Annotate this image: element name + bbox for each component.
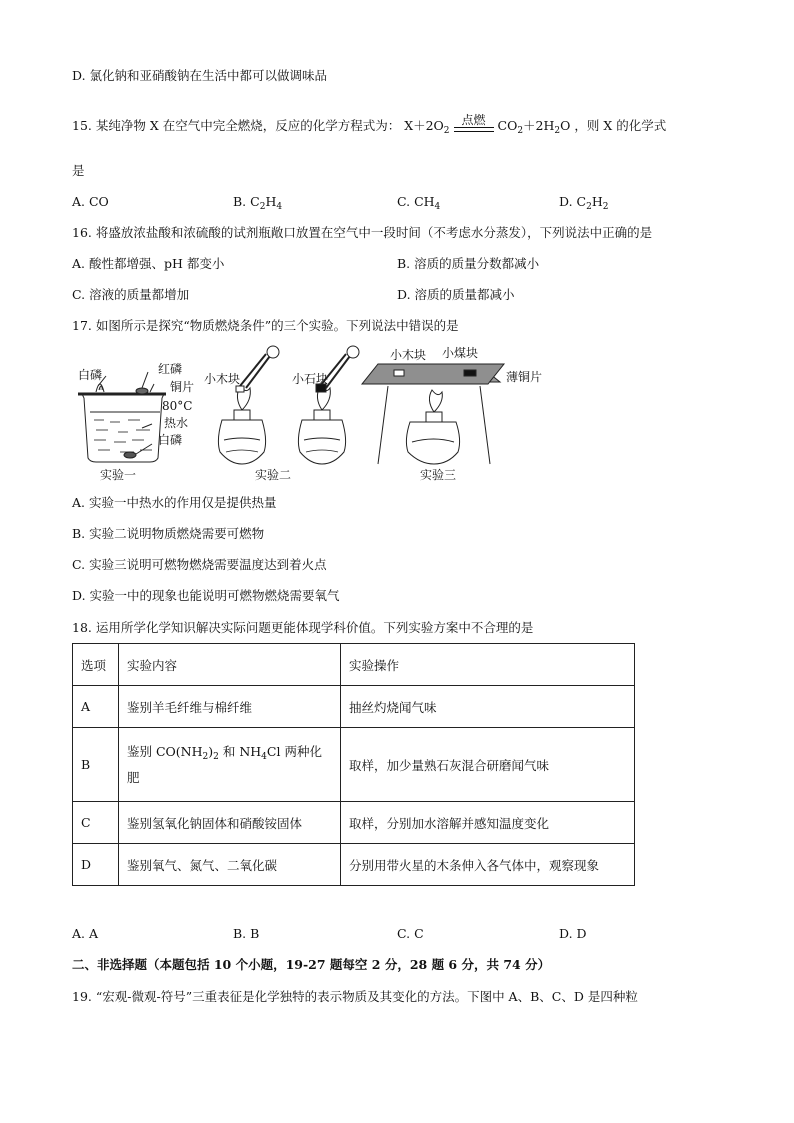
q15-option-a: A. CO: [72, 194, 109, 209]
q14-option-d: D. 氯化钠和亚硝酸钠在生活中都可以做调味品: [72, 68, 328, 83]
q17-option-d: D. 实验一中的现象也能说明可燃物燃烧需要氧气: [72, 588, 340, 603]
section-2-title: 二、非选择题（本题包括 10 个小题，19-27 题每空 2 分，28 题 6 分，共 74 分）: [72, 957, 551, 972]
experiment-1-beaker: [78, 372, 166, 462]
header-content: 实验内容: [119, 644, 341, 686]
exp1-caption: 实验一: [100, 468, 137, 482]
q16-option-b: B. 溶质的质量分数都减小: [397, 256, 540, 271]
content-post: Cl 两种化: [266, 743, 322, 759]
q18-stem: 18. 运用所学化学知识解决实际问题更能体现学科价值。下列实验方案中不合理的是: [72, 620, 534, 635]
exp2-caption: 实验二: [255, 468, 292, 482]
exp1-label-white-phosphorus-bottom: 白磷: [158, 433, 183, 447]
experiment-illustration: [70, 340, 530, 485]
q15-option-d: [559, 193, 608, 211]
opt-b-pre: B. C: [233, 194, 260, 209]
exp3-label-coal: 小煤块: [442, 346, 479, 360]
eq-right-3: O: [560, 118, 571, 133]
content-sub3: 4: [261, 751, 267, 762]
q16-option-a: A. 酸性都增强、pH 都变小: [72, 256, 225, 271]
row-content: 鉴别氢氧化钠固体和硝酸铵固体: [119, 802, 341, 844]
content-line2: 肥: [127, 769, 140, 785]
table-row: [73, 802, 635, 844]
row-operation: 取样，加少量熟石灰混合研磨闻气味: [341, 728, 635, 802]
content-sub1: 2: [202, 751, 209, 762]
q17-stem: 17. 如图所示是探究“物质燃烧条件”的三个实验。下列说法中错误的是: [72, 318, 459, 333]
q15-stem-cont: 是: [72, 163, 85, 178]
q15-stem-before: 15. 某纯净物 X 在空气中完全燃烧，反应的化学方程式为：: [72, 118, 401, 133]
equal-bars: [454, 127, 494, 132]
exp2-label-wood: 小木块: [204, 372, 241, 386]
opt-b-mid: H: [265, 194, 277, 209]
row-operation: 取样，分别加水溶解并感知温度变化: [341, 802, 635, 844]
content-mid: ): [208, 743, 214, 759]
q17-option-a: A. 实验一中热水的作用仅是提供热量: [72, 495, 277, 510]
opt-d-mid: H: [591, 194, 603, 209]
exp1-label-hot-water: 热水: [164, 416, 189, 430]
table-header-row: [73, 644, 635, 686]
exp1-label-red-phosphorus: 红磷: [158, 362, 183, 376]
q18-option-b: B. B: [233, 926, 260, 941]
eq-right-2: ＋2H: [523, 118, 555, 133]
row-content: 鉴别氧气、氮气、二氧化碳: [119, 844, 341, 886]
row-option: A: [73, 686, 119, 728]
exp3-label-wood: 小木块: [390, 348, 427, 362]
exp1-label-temperature: 80°C: [162, 399, 193, 413]
exp1-label-white-phosphorus: 白磷: [78, 368, 103, 382]
condition-text: 点燃: [461, 113, 486, 127]
combustion-experiments-figure: [70, 340, 543, 485]
q15-stem-after: ，则 X 的化学式: [574, 118, 667, 133]
table-row: [73, 728, 635, 802]
experiment-3-plate: [362, 364, 504, 464]
eq-right-2-sub: 2: [554, 126, 561, 136]
q15-option-b: [233, 193, 282, 211]
eq-left-sub: 2: [443, 126, 450, 136]
q18-option-a: A. A: [72, 926, 99, 941]
opt-b-sub2: 4: [276, 202, 283, 212]
header-option: 选项: [73, 644, 119, 686]
experiment-plan-table: [72, 643, 635, 886]
experiment-2-lamps: [218, 346, 359, 464]
row-content: 鉴别羊毛纤维与棉纤维: [119, 686, 341, 728]
q17-option-c: C. 实验三说明可燃物燃烧需要温度达到着火点: [72, 557, 327, 572]
header-operation: 实验操作: [341, 644, 635, 686]
eq-right-1: CO: [497, 118, 518, 133]
q15-option-c: [397, 193, 440, 211]
q18-option-d: D. D: [559, 926, 587, 941]
chemical-equation: [404, 114, 570, 135]
opt-c-sub: 4: [434, 202, 441, 212]
opt-d-pre: D. C: [559, 194, 587, 209]
row-operation: 分别用带火星的木条伸入各气体中，观察现象: [341, 844, 635, 886]
q16-option-d: D. 溶质的质量都减小: [397, 287, 515, 302]
row-operation: 抽丝灼烧闻气味: [341, 686, 635, 728]
eq-right-1-sub: 2: [517, 126, 524, 136]
content-sub2: 2: [213, 751, 219, 762]
exp3-label-copper-plate: 薄铜片: [506, 370, 543, 384]
row-option: C: [73, 802, 119, 844]
exp1-label-copper-sheet: 铜片: [170, 380, 195, 394]
table-row: [73, 686, 635, 728]
content-mid2: 和 NH: [218, 743, 262, 759]
exp3-caption: 实验三: [420, 468, 457, 482]
q16-stem: 16. 将盛放浓盐酸和浓硫酸的试剂瓶敞口放置在空气中一段时间（不考虑水分蒸发），下列说法中正确的是: [72, 225, 653, 240]
eq-left: X＋2O: [404, 118, 444, 133]
row-option: D: [73, 844, 119, 886]
opt-d-sub2: 2: [602, 202, 609, 212]
table-row: [73, 844, 635, 886]
exp2-label-stone: 小石块: [292, 372, 329, 386]
q18-option-c: C. C: [397, 926, 424, 941]
opt-c-pre: C. CH: [397, 194, 435, 209]
q17-option-b: B. 实验二说明物质燃烧需要可燃物: [72, 526, 265, 541]
reaction-condition: [454, 114, 494, 132]
q15-stem: [72, 114, 666, 135]
row-option: B: [73, 728, 119, 802]
q16-option-c: C. 溶液的质量都增加: [72, 287, 190, 302]
row-content: [119, 728, 341, 802]
content-pre: 鉴别 CO(NH: [127, 743, 203, 759]
opt-b-sub1: 2: [259, 202, 266, 212]
q19-stem: 19. “宏观-微观-符号”三重表征是化学独特的表示物质及其变化的方法。下图中 A、B、C、D 是四种粒: [72, 989, 638, 1004]
opt-d-sub1: 2: [586, 202, 592, 212]
